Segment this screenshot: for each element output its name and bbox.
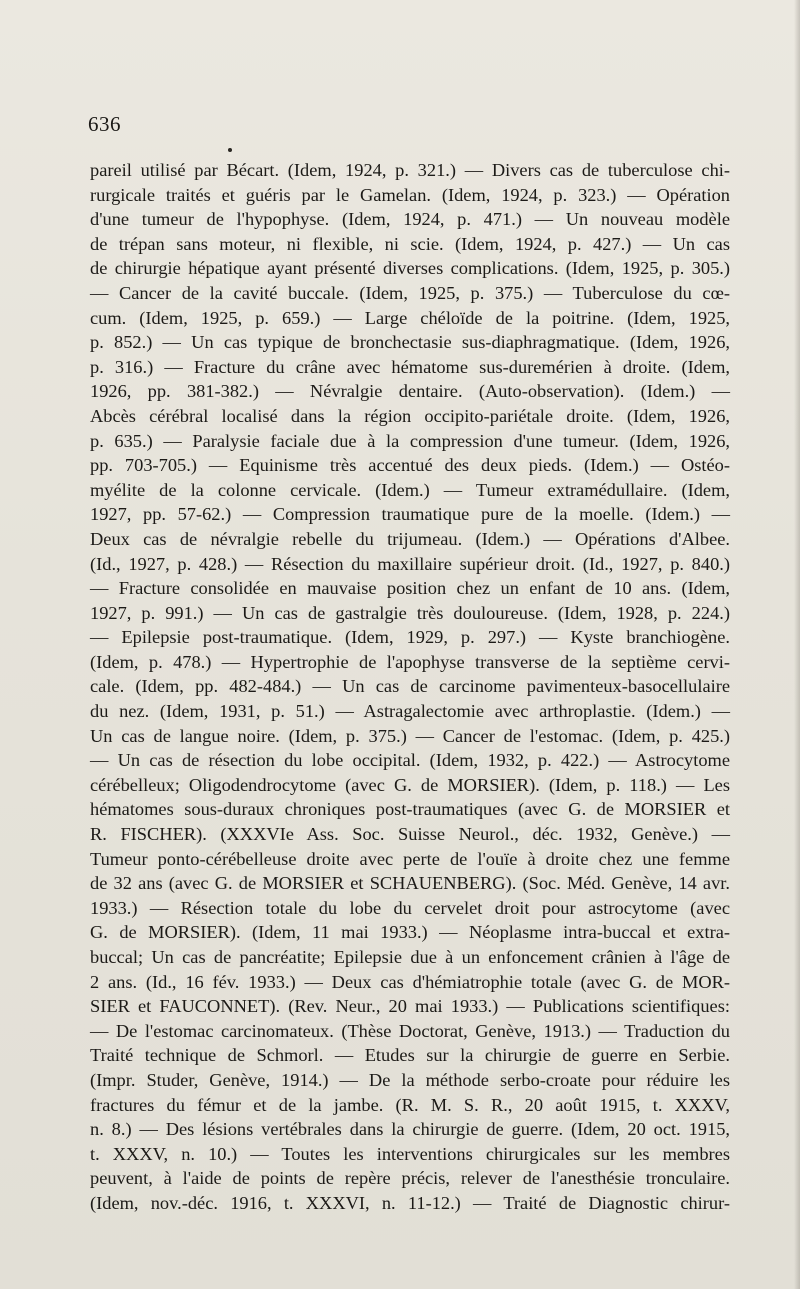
text-line: 1927, pp. 57-62.) — Compression traumatique pure de la moelle. (Idem.) — [90,504,730,525]
text-line: myélite de la colonne cervicale. (Idem.) — Tumeur extramédullaire. (Idem, [90,479,730,500]
text-line: R. FISCHER). (XXXVIe Ass. Soc. Suisse Neurol., déc. 1932, Genève.) — [90,824,730,845]
text-line: Deux cas de névralgie rebelle du trijumeau. (Idem.) — Opérations d'Albee. [90,528,730,549]
text-line: de trépan sans moteur, ni flexible, ni scie. (Idem, 1924, p. 427.) — Un cas [90,233,730,254]
text-line: (Id., 1927, p. 428.) — Résection du maxillaire supérieur droit. (Id., 1927, p. 840.) [90,553,730,574]
text-line: du nez. (Idem, 1931, p. 51.) — Astragalectomie avec arthroplastie. (Idem.) — [90,701,730,722]
text-line: cérébelleux; Oligodendrocytome (avec G. de MORSIER). (Idem, p. 118.) — Les [90,774,730,795]
text-line: — Fracture consolidée en mauvaise position chez un enfant de 10 ans. (Idem, [90,578,730,599]
text-line: Abcès cérébral localisé dans la région occipito-pariétale droite. (Idem, 1926, [90,405,730,426]
text-line: — Epilepsie post-traumatique. (Idem, 1929, p. 297.) — Kyste branchiogène. [90,627,730,648]
text-line: — Cancer de la cavité buccale. (Idem, 1925, p. 375.) — Tuberculose du cœ- [90,282,730,303]
text-line: (Idem, p. 478.) — Hypertrophie de l'apophyse transverse de la septième cervi- [90,651,730,672]
text-line: fractures du fémur et de la jambe. (R. M. S. R., 20 août 1915, t. XXXV, [90,1094,730,1115]
text-line: 1926, pp. 381-382.) — Névralgie dentaire. (Auto-observation). (Idem.) — [90,381,730,402]
page-edge-shadow [794,0,800,1289]
text-line: cum. (Idem, 1925, p. 659.) — Large chéloïde de la poitrine. (Idem, 1925, [90,307,730,328]
text-line: (Idem, nov.-déc. 1916, t. XXXVI, n. 11-12.) — Traité de Diagnostic chirur- [90,1192,730,1213]
text-line: p. 635.) — Paralysie faciale due à la compression d'une tumeur. (Idem, 1926, [90,430,730,451]
text-line: p. 852.) — Un cas typique de bronchectasie sus-diaphragmatique. (Idem, 1926, [90,332,730,353]
text-line: (Impr. Studer, Genève, 1914.) — De la méthode serbo-croate pour réduire les [90,1069,730,1090]
text-line: hématomes sous-duraux chroniques post-traumatiques (avec G. de MORSIER et [90,799,730,820]
text-line: Tumeur ponto-cérébelleuse droite avec perte de l'ouïe à droite chez une femme [90,848,730,869]
text-line: t. XXXV, n. 10.) — Toutes les interventions chirurgicales sur les membres [90,1143,730,1164]
text-line: pp. 703-705.) — Equinisme très accentué des deux pieds. (Idem.) — Ostéo- [90,455,730,476]
text-line: 1927, p. 991.) — Un cas de gastralgie très douloureuse. (Idem, 1928, p. 224.) [90,602,730,623]
text-line: d'une tumeur de l'hypophyse. (Idem, 1924, p. 471.) — Un nouveau modèle [90,209,730,230]
text-line: pareil utilisé par Bécart. (Idem, 1924, p. 321.) — Divers cas de tuberculose chi- [90,160,730,180]
text-line: n. 8.) — Des lésions vertébrales dans la chirurgie de guerre. (Idem, 20 oct. 1915, [90,1119,730,1140]
text-line: p. 316.) — Fracture du crâne avec hématome sus-duremérien à droite. (Idem, [90,356,730,377]
text-line: de chirurgie hépatique ayant présenté diverses complications. (Idem, 1925, p. 305.) [90,258,730,279]
text-line: buccal; Un cas de pancréatite; Epilepsie due à un enfoncement crânien à l'âge de [90,947,730,967]
text-line: rurgicale traités et guéris par le Gamelan. (Idem, 1924, p. 323.) — Opération [90,184,730,205]
text-line: — Un cas de résection du lobe occipital. (Idem, 1932, p. 422.) — Astrocytome [90,750,730,771]
text-line: Traité technique de Schmorl. — Etudes sur la chirurgie de guerre en Serbie. [90,1045,730,1066]
text-line: SIER et FAUCONNET). (Rev. Neur., 20 mai 1933.) — Publications scientifiques: [90,996,730,1017]
ink-dot [228,148,232,152]
text-line: peuvent, à l'aide de points de repère précis, relever de l'anesthésie tronculaire. [90,1168,730,1189]
page-number: 636 [88,112,121,136]
body-text [90,158,730,1216]
text-line: de 32 ans (avec G. de MORSIER et SCHAUENBERG). (Soc. Méd. Genève, 14 avr. [90,873,730,894]
text-line: cale. (Idem, pp. 482-484.) — Un cas de carcinome pavimenteux-basocellulaire [90,676,730,697]
text-line: G. de MORSIER). (Idem, 11 mai 1933.) — Néoplasme intra-buccal et extra- [90,922,730,943]
text-line: 1933.) — Résection totale du lobe du cervelet droit pour astrocytome (avec [90,897,730,918]
text-line: 2 ans. (Id., 16 fév. 1933.) — Deux cas d'hémiatrophie totale (avec G. de MOR- [90,971,730,992]
text-line: — De l'estomac carcinomateux. (Thèse Doctorat, Genève, 1913.) — Traduction du [90,1020,730,1041]
text-line: Un cas de langue noire. (Idem, p. 375.) — Cancer de l'estomac. (Idem, p. 425.) [90,725,730,746]
